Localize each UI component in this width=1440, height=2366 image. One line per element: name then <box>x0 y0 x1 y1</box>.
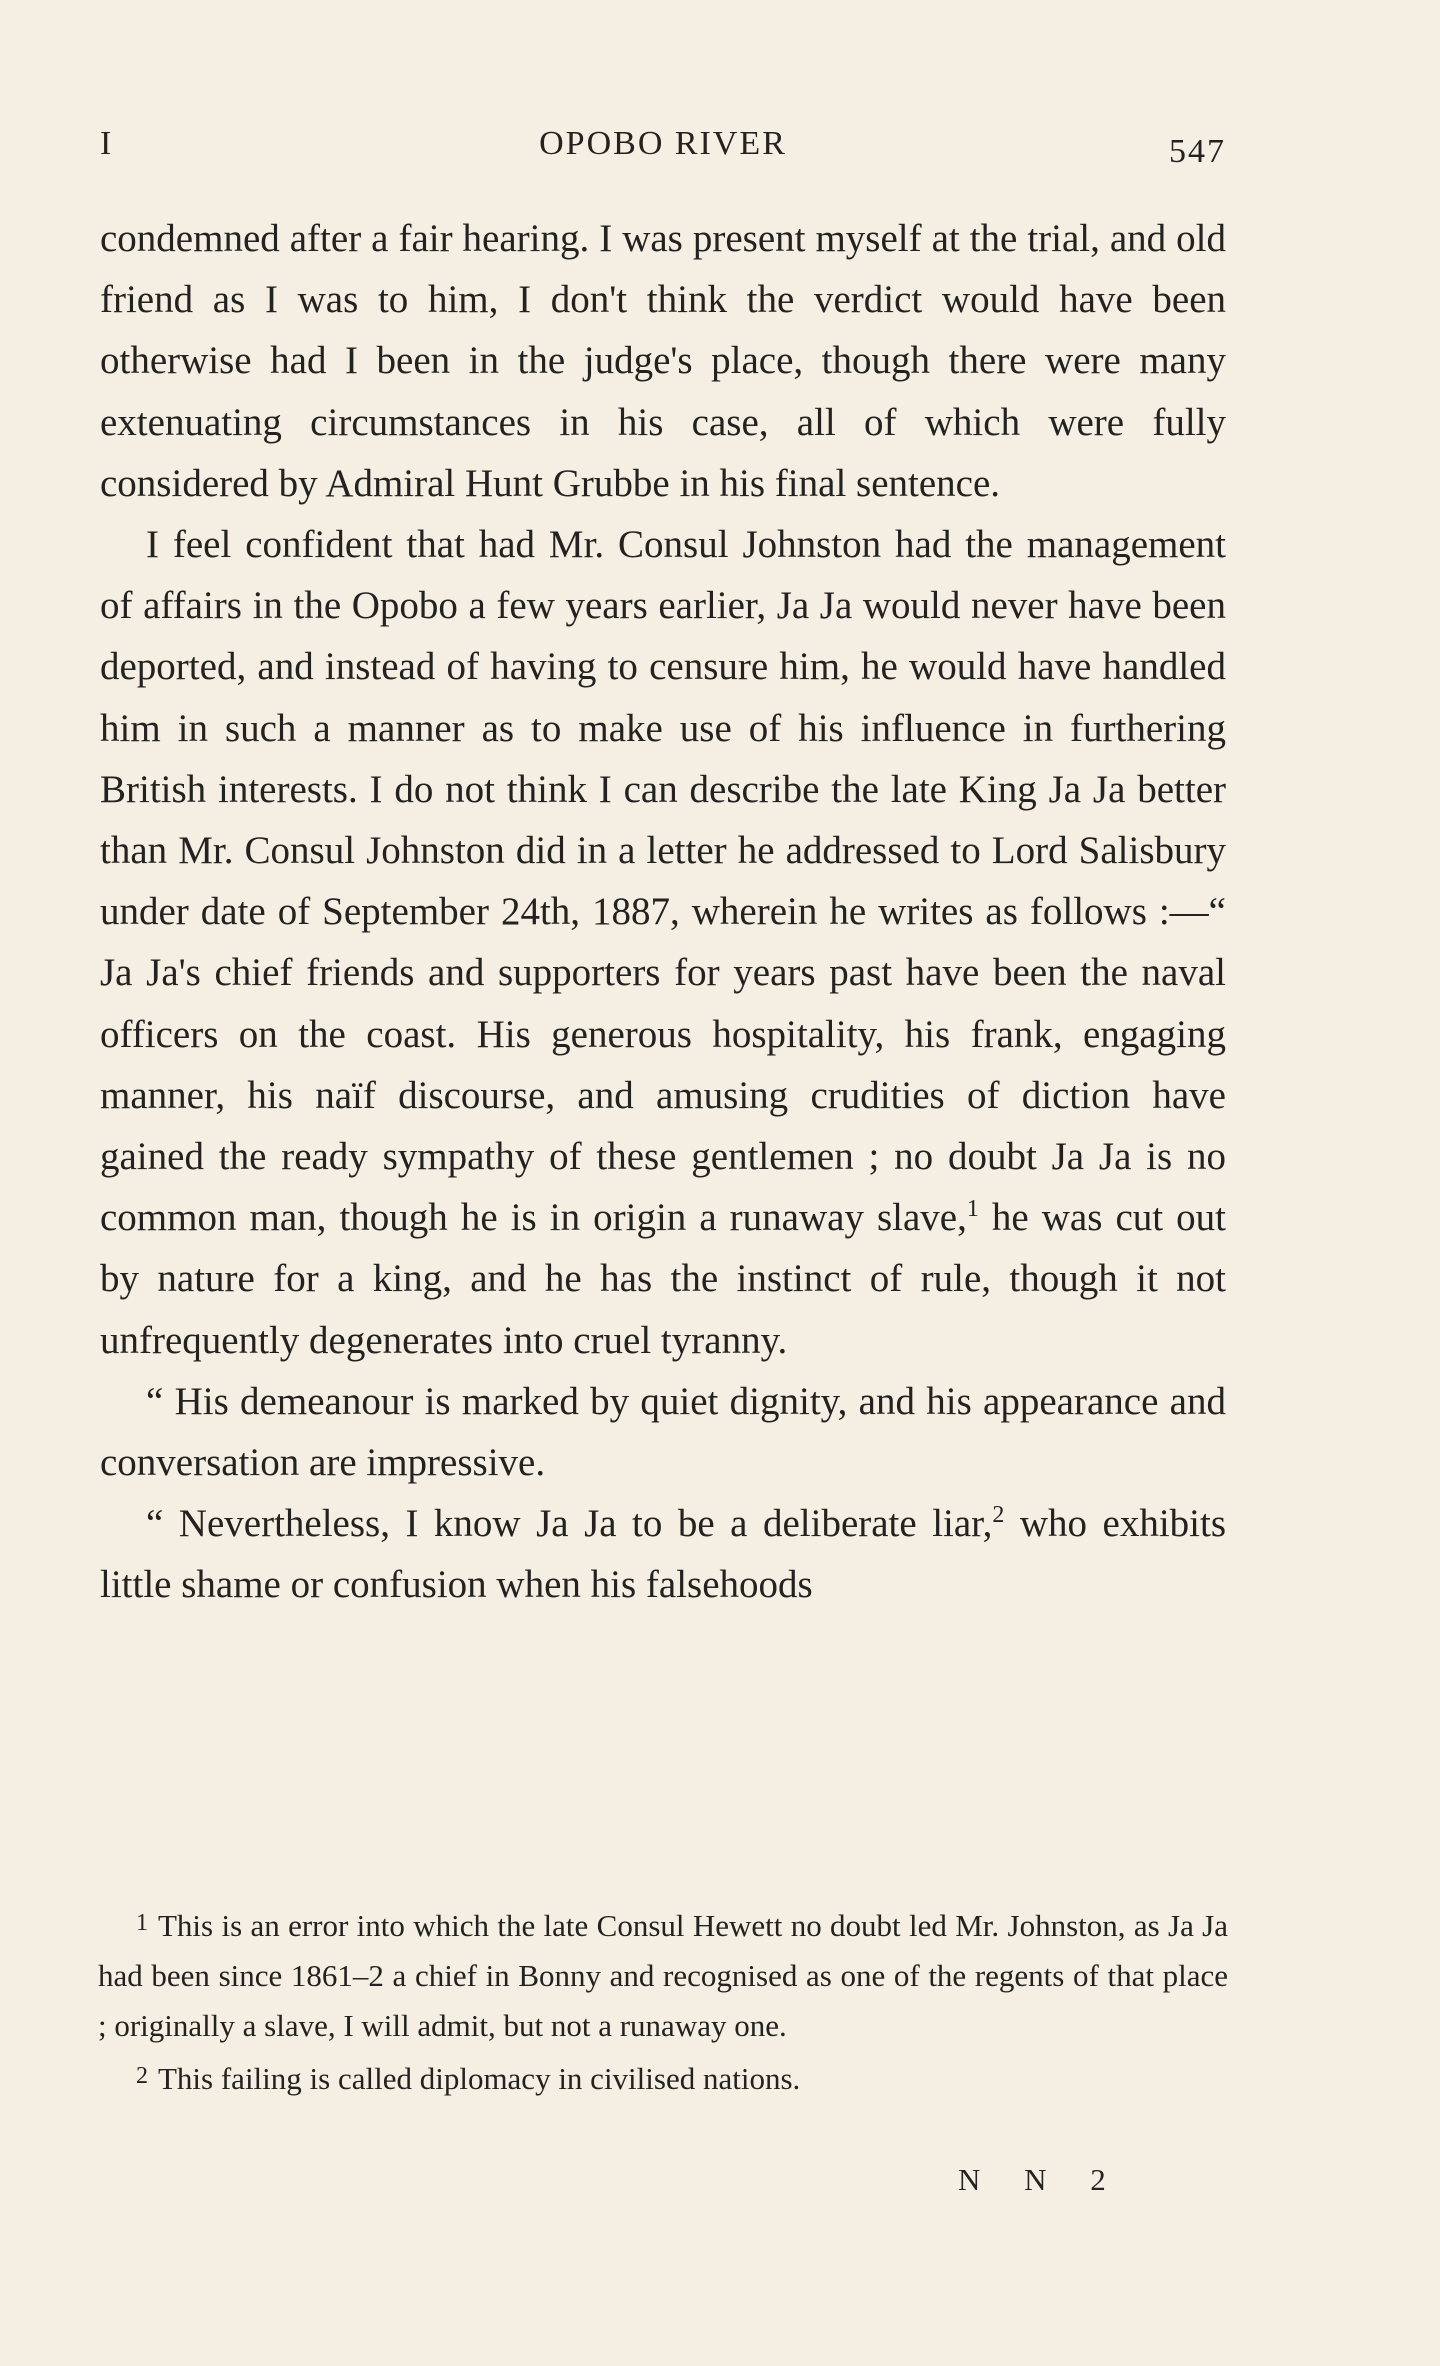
footnote-1-text: This is an error into which the late Consul Hewett no doubt led Mr. Johnston, as Ja Ja had been since 1861–2 a chief in Bonny and recognised as one of the regents of that place ; originally a slave, I will admit, but not a runaway one. <box>98 1908 1228 2043</box>
paragraph-4-text: “ Nevertheless, I know Ja Ja to be a deliberate liar, <box>146 1502 993 1546</box>
paragraph-4 <box>100 1493 1226 1615</box>
body-text <box>100 208 1226 1616</box>
footnote-1 <box>98 1898 1228 2051</box>
paragraph-2 <box>100 514 1226 1371</box>
paragraph-3 <box>100 1371 1226 1493</box>
footnote-2 <box>98 2051 1228 2104</box>
running-title: OPOBO RIVER <box>539 125 787 162</box>
paragraph-3-text: “ His demeanour is marked by quiet dignity, and his appearance and conversation are impressive. <box>100 1379 1226 1485</box>
footnote-ref-2: 2 <box>992 1502 1005 1529</box>
paragraph-2-tail: he was cut out by nature for a king, and he has the instinct of rule, though it not unfrequently degenerates into cruel tyranny. <box>100 1196 1226 1362</box>
footnotes <box>98 1898 1228 2104</box>
page-header <box>100 125 1226 175</box>
paragraph-1 <box>100 208 1226 514</box>
footnote-2-mark: 2 <box>136 2063 148 2089</box>
signature-mark: N N 2 <box>958 2162 1124 2197</box>
page-number: 547 <box>1169 133 1226 170</box>
paragraph-4-tail: who exhibits little shame or confusion when his falsehoods <box>100 1502 1226 1607</box>
paragraph-1-text: condemned after a fair hearing. I was present myself at the trial, and old friend as I was to him, I don't think the verdict would have been otherwise had I been in the judge's place, though there were many extenuating circumstances in his case, all of which were fully considered by Admiral Hunt Grubbe in his final sentence. <box>100 217 1226 505</box>
footnote-ref-1: 1 <box>966 1196 979 1223</box>
footnote-2-text: This failing is called diplomacy in civilised nations. <box>158 2061 801 2096</box>
paragraph-2-text: I feel confident that had Mr. Consul Johnston had the management of affairs in the Opobo a few years earlier, Ja Ja would never have been deported, and instead of having to censure him, he would have handled him in such a manner as to make use of his influence in furthering British interests. I do not think I can describe the late King Ja Ja better than Mr. Consul Johnston did in a letter he addressed to Lord Salisbury under date of September 24th, 1887, wherein he writes as follows :—“ Ja Ja's chief friends and supporters for years past have been the naval officers on the coast. His generous hospitality, his frank, engaging manner, his naïf discourse, and amusing crudities of diction have gained the ready sympathy of these gentlemen ; no doubt Ja Ja is no common man, though he is in origin a runaway slave, <box>100 523 1226 1240</box>
footnote-1-mark: 1 <box>136 1910 148 1936</box>
chapter-number: I <box>100 125 114 162</box>
